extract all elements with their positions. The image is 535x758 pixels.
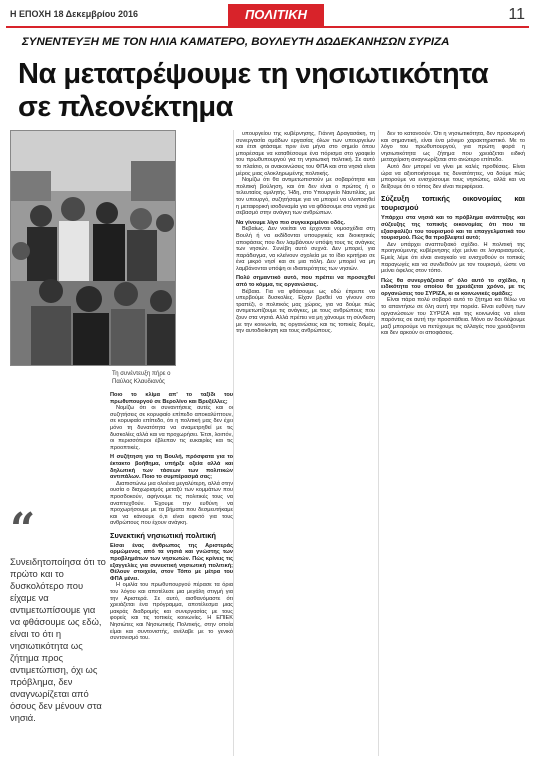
- answer: Βέβαια. Για να φθάσουμε ως εδώ έπρεπε να υπερβούμε δυσκολίες. Είχαν βρεθεί να γίνουν στο τραπέζι, ο πολιτικός μας χώρος, για να δούμε πώς αντιμετωπίζουμε τις ανάγκες, με τους ανθρώπους που ζουν στα νησιά. Αλλά πρέπει να μη χάνουμε τη σύνδεση με την κοινωνία, τις οργανώσεις και τις τοπικές δομές, την αυτοδιοίκηση και τους ανθρώπους.: [236, 288, 375, 335]
- subheading: Συνεκτική νησιωτική πολιτική: [110, 530, 216, 540]
- question: Η συζήτηση για τη Βουλή, πρόσφατα για το έκτακτο βοήθημα, υπήρξε οξεία αλλά και δηλωτική των τάσεων των πολιτικών αντιπάλων. Ποιο το συμπέρασμά σας;: [110, 454, 233, 481]
- paragraph: Νομίζω ότι θα αντιμετωπιστούν με σοβαρότητα και πολιτική βούληση, και ότι δεν είναι ο πρώτος ή ο τελευταίος ομιλητής. Ήδη, στο Υπουργείο Ναυτιλίας, με τον υπουργό, συζητήσαμε για να μπορεί να υλοποιηθεί η μεταφορική ισοδυναμία για να φθάσουμε στα νησιά με σεβασμό στην ανάγκη των ανθρώπων.: [236, 177, 375, 217]
- pull-quote: [10, 504, 106, 724]
- crowd-photo-illustration: [11, 131, 176, 366]
- column-rule: [233, 130, 234, 756]
- answer: Βεβαίως. Δεν νοείται να έρχονται νομοσχέδια στη Βουλή ή να εκδίδονται υπουργικές και διοικητικές αποφάσεις που δεν λαμβάνουν υπόψη τους τις ανάγκες των νησιών. Συνέβη αυτό συχνά. Δεν μπορεί, για παράδειγμα, να κλείνουν σχολεία με το ίδιο κριτήριο σε ένα μικρό νησί και σε μια πόλη. Δεν μπορεί να μη λαμβάνονται υπόψη οι ιδιαιτερότητες των νησιών.: [236, 226, 375, 272]
- answer: Είναι πάρα πολύ σοβαρό αυτό το ζήτημα και θέλω να το απαντήσω σε όλη αυτή την πορεία. Είναι ευθύνη των οργανώσεων του ΣΥΡΙΖΑ και της κοινωνίας να είναι παρόντες σε αυτή την προσπάθεια. Μόνο αν δουλέψουμε μαζί μπορούμε να πετύχουμε τις αλλαγές που χρειάζονται και δεν αρκούν οι αποφάσεις.: [381, 297, 525, 337]
- answer: Νομίζω ότι οι συναντήσεις αυτές και οι συζητήσεις σε κορυφαίο επίπεδο αποκαλύπτουν, σε κορυφαίο επίπεδο, ότι η πολιτική μας δεν έχει μόνο τη δυνατότητα να αναμετρηθεί με τις δυσκολίες αλλά και να προχωρήσει. Έτσι, λοιπόν, οι περισσότεροι έβλεπαν τις ευκαιρίες και τις προοπτικές.: [110, 405, 233, 451]
- paragraph: δεν το κατανοούν. Ότι η νησιωτικότητα, δεν προσωρινή και σημαντική, είναι ένα μόνιμο χαρακτηριστικό. Με το λόγο του πρωθυπουργού, για πρώτη φορά η νησιωτικότητα ως ζήτημα που χρειάζεται ειδική μεταχείριση αναγνωρίζεται στο ανώτερο επίπεδο.: [381, 131, 525, 164]
- page-number: 11: [508, 6, 525, 23]
- question: Να γίνουμε λίγο πιο συγκεκριμένοι οδός.: [236, 219, 346, 226]
- article-column-1: [110, 392, 233, 642]
- column-rule: [378, 130, 379, 756]
- question: Πώς θα συνεργάζεσαι σ' όλο αυτό το σχέδιο, η ειδικότητα του οποίου θα χρειάζεται χρόνο, με τις οργανώσεις του ΣΥΡΙΖΑ, κι οι κοινωνικές ομάδες;: [381, 277, 525, 297]
- article-photo: [10, 130, 176, 366]
- answer: Δεν υπάρχει αναπτυξιακό σχέδιο. Η πολιτική της προηγούμενης κυβέρνησης είχε μείνει σε λογαριασμούς. Εμείς λέμε ότι είναι αναγκαίο να ενισχυθούν οι τοπικές παραγωγές και να συνδεθούν με τον τουρισμό, ώστε να μείνει όφελος στον τόπο.: [381, 241, 525, 275]
- question: Είσαι ένας άνθρωπος της Αριστεράς ορμώμενος από τα νησιά και γνώστης των προβλημάτων των νησιωτών. Πώς κρίνεις τις εξαγγελίες για συνεκτική νησιωτική πολιτική; Θέλουν στοιχεία, στον Τόπο με μέτρα του ΦΠΑ μένει.: [110, 542, 233, 582]
- headline-line-2: σε πλεονέκτημα: [18, 91, 234, 123]
- headline-line-1: Να μετατρέψουμε τη νησιωτικότητα: [18, 58, 489, 90]
- question: Υπάρχει στα νησιά και το πρόβλημα ανάπτυξης και σύζευξης της τοπικής οικονομίας ότι που τα εξασφαλίζει του τουρισμού και τα επαγγελματικά του τουρισμού. Πώς θα προβλεφτεί αυτό;: [381, 215, 525, 242]
- paragraph: υπουργείου της κυβέρνησης, Γιάννη Δραγασάκη, τη συνεργασία ομάδων εργασίας όλων των υπουργείων και έτσι φτάσαμε πριν ένα μήνα στο σημείο όπου μπορέσαμε να καταθέσουμε ένα πόρισμα στο γραφείο του πρωθυπουργού για τη νησιωτική πολιτική. Σε αυτό το πλαίσιο, οι ανακοινώσεις του ΦΠΑ και στα νησιά είναι μέρος μιας ολοκληρωμένης πολιτικής.: [236, 131, 375, 177]
- paragraph: Αυτό δεν μπορεί να γίνει με καλές προθέσεις. Είναι ώρα να αξιοποιήσουμε τις δυνατότητες, να δούμε πώς μπορούμε να ενισχύσουμε τους νησιώτες, αλλά και να δείξουμε ότι ο τόπος δεν είναι περιφέρεια.: [381, 163, 525, 190]
- subheading: Σύζευξη τοπικής οικονομίας και τουρισμού: [381, 194, 525, 213]
- article-kicker: ΣΥΝΕΝΤΕΥΞΗ ΜΕ ΤΟΝ ΗΛΙΑ ΚΑΜΑΤΕΡΟ, ΒΟΥΛΕΥΤΗ ΔΩΔΕΚΑΝΗΣΩΝ ΣΥΡΙΖΑ: [22, 36, 450, 48]
- page-header: [6, 4, 529, 28]
- article-headline: [18, 58, 523, 124]
- answer: Διαπιστώνω μια ολοένα μεγαλύτερη, αλλά στην ουσία ο διαχωρισμός μεταξύ των κομμάτων που προσδοκούν, αφήνουμε τις πολιτικές τους να αναπτυχθούν. Έχουμε την ευθύνη να προχωρήσουμε με τα βήματα που δεσμευτήκαμε και να κάνουμε ό,τι είναι εφικτό για τους ανθρώπους που έχουν ανάγκη.: [110, 480, 233, 527]
- quote-mark-icon: “: [10, 504, 36, 555]
- answer: Η ομιλία του πρωθυπουργού πέρασε τα όρια του λόγου και αποτέλεσε μια μεγάλη στιγμή για την Αριστερά. Σε αυτό, αισθανόμαστε ότι χρειάζεται ένα πρόγραμμα, αποτέλεσμα μιας μακράς διαδρομής και συνεργασίας με τους φορείς και τις τοπικές κοινωνίες. Η ΕΠΙΕΚ Νησιώτες και Νησιωτικής Πολιτικής, στην οποία είμαι και συντονιστής, ανέλαβε με το γενικό συντονισμό του.: [110, 582, 233, 642]
- section-label: ΠΟΛΙΤΙΚΗ: [228, 4, 324, 26]
- article-column-3: [381, 131, 525, 337]
- photo-caption: Τη συνέντευξη πήρε ο Παύλος Κλαυδιανός: [112, 371, 171, 385]
- article-column-2: [236, 131, 375, 335]
- question: Ποιο το κλίμα απ' το ταξίδι του πρωθυπουργού σε Βερολίνο και Βρυξέλλες;: [110, 392, 233, 405]
- question: Πολύ σημαντικό αυτό, που πρέπει να προσεχθεί από το κόμμα, τις οργανώσεις.: [236, 275, 375, 289]
- pull-quote-text: Συνειδητοποίησα ότι το πρώτο και το δυσκολότερο που είχαμε να αντιμετωπίσουμε για να φθάσουμε ως εδώ, είναι το ότι η νησιωτικότητα ως ζήτημα προς αντιμετώπιση, όχι ως πρόβλημα, δεν αναγνωρίζεται από όσους δεν μένουν στα νησιά.: [10, 556, 106, 723]
- issue-date: Η ΕΠΟΧΗ 18 Δεκεμβρίου 2016: [10, 9, 139, 19]
